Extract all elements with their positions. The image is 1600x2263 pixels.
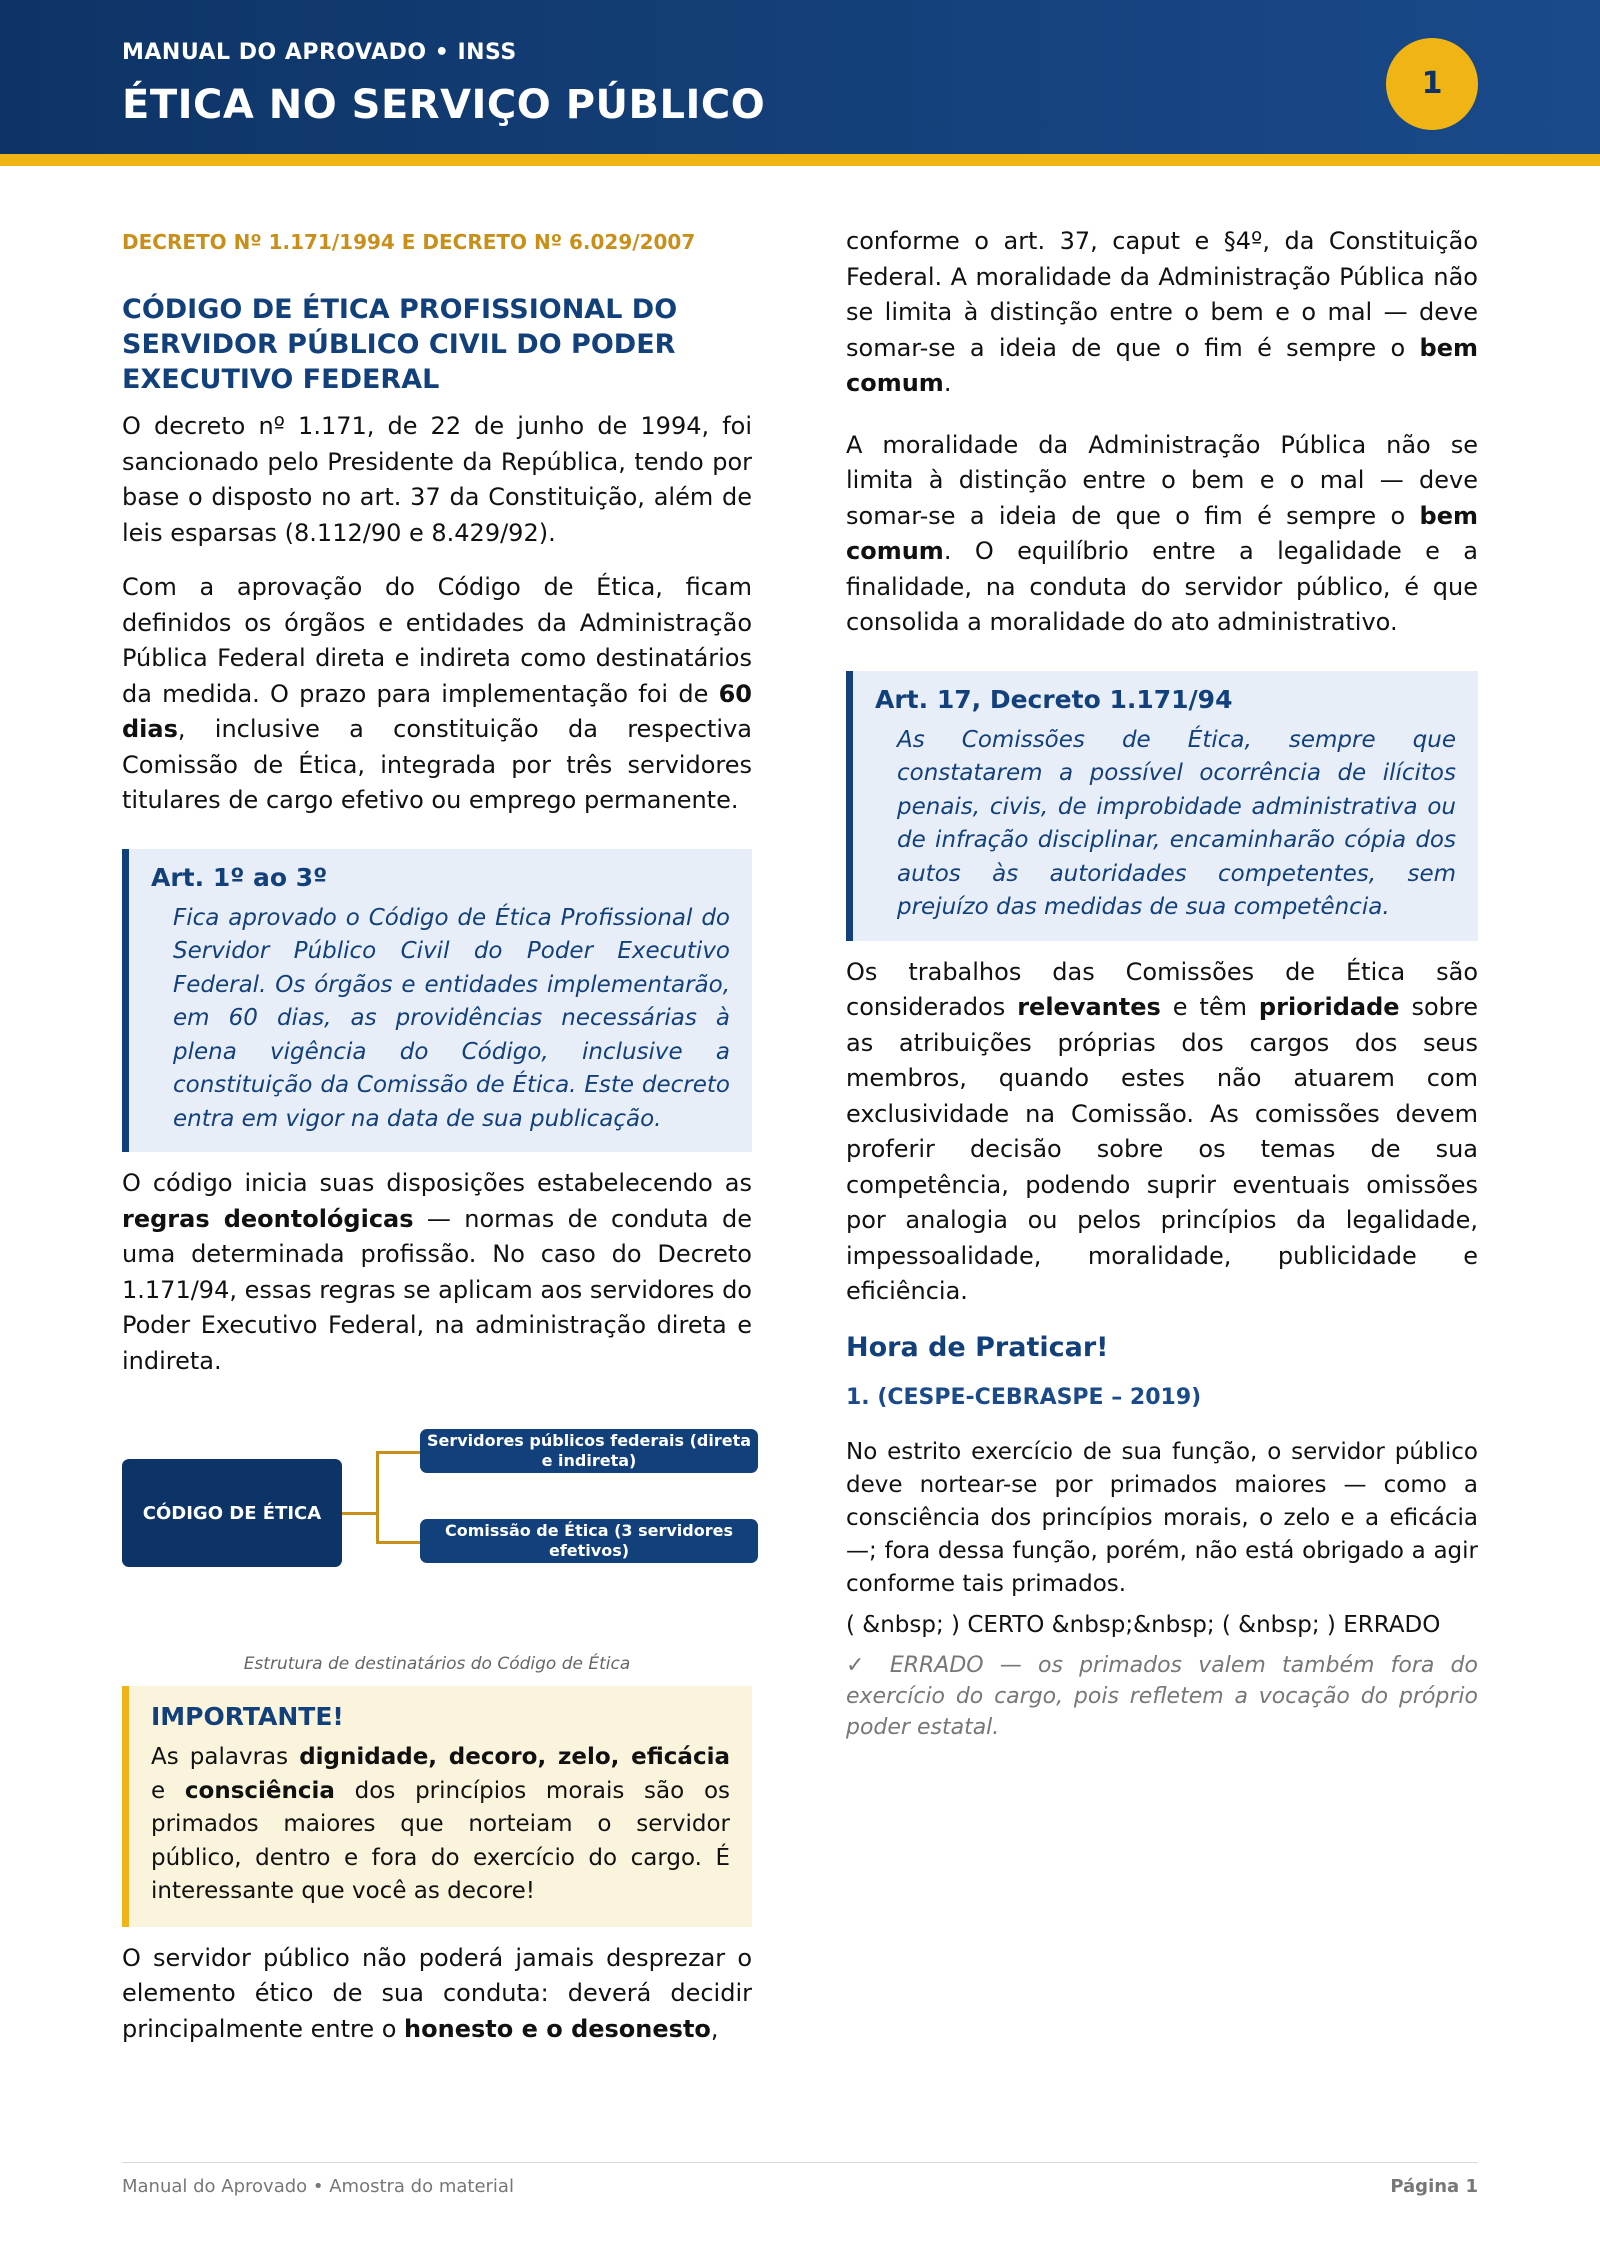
diagram-node-ethics-commission: Comissão de Ética (3 servidores efetivos) — [420, 1519, 758, 1563]
answer-options: ( &nbsp; ) CERTO &nbsp;&nbsp; ( &nbsp; ) ERRADO — [846, 1611, 1441, 1638]
right-column — [846, 224, 1478, 1743]
text-run: O servidor público não poderá jamais desprezar o elemento ético de sua conduta: deverá decidir principalmente entre o — [122, 1943, 752, 2043]
header-title: ÉTICA NO SERVIÇO PÚBLICO — [122, 82, 766, 128]
text-run: , — [710, 2014, 719, 2043]
important-callout — [122, 1686, 752, 1927]
footer-page-number: Página 1 — [1390, 2176, 1478, 2197]
page-number-badge: 1 — [1386, 38, 1478, 130]
emphasis-text: relevantes — [1017, 993, 1161, 1021]
question-statement: No estrito exercício de sua função, o servidor público deve nortear-se por primados maiores — como a consciência dos princípios morais, o zelo e a eficácia —; fora dessa função, porém, não está obrigado a agir conforme tais primados. — [846, 1438, 1478, 1597]
emphasis-text: bem comum — [846, 501, 1478, 565]
emphasis-text: honesto e o desonesto — [404, 2014, 711, 2043]
diagram-node-federal-servants: Servidores públicos federais (direta e indireta) — [420, 1429, 758, 1473]
page-header — [0, 0, 1600, 154]
text-run: — normas de conduta de uma determinada profissão. No caso do Decreto 1.171/94, essas regras se aplicam aos servidores do Poder Executivo Federal, na administração direta e indireta. — [122, 1204, 752, 1375]
text-run: e — [151, 1777, 185, 1804]
paragraph-ethical-element — [122, 1941, 752, 2048]
emphasis-text: dignidade, decoro, zelo, eficácia — [299, 1744, 730, 1770]
diagram-connector — [376, 1451, 420, 1454]
paragraph-continuation — [846, 224, 1478, 402]
paragraph-decree-intro: O decreto nº 1.171, de 22 de junho de 1994, foi sancionado pelo Presidente da República, tendo por base o disposto no art. 37 da Constituição, além de leis esparsas (8.112/90 e 8.429/92). — [122, 412, 752, 547]
text-run: conforme o art. 37, caput e §4º, da Constituição Federal. A moralidade da Administração Pública não se limita à distinção entre o bem e o mal — deve somar-se a ideia de que o fim é sempre o — [846, 227, 1478, 362]
paragraph-deontological-rules — [122, 1166, 752, 1379]
question-heading: 1. (CESPE-CEBRASPE – 2019) — [846, 1384, 1202, 1410]
emphasis-text: prioridade — [1258, 993, 1400, 1021]
emphasis-text: 60 dias — [122, 679, 752, 743]
text-run: dos princípios morais são os primados maiores que norteiam o servidor público, dentro e fora do exercício do cargo. É interessante que você as decore! — [151, 1777, 731, 1904]
text-run: O código inicia suas disposições estabelecendo as — [122, 1169, 752, 1197]
practice-heading: Hora de Praticar! — [846, 1331, 1109, 1363]
quote-title: Art. 17, Decreto 1.171/94 — [875, 684, 1233, 714]
recipients-diagram — [122, 1429, 752, 1654]
emphasis-text: regras deontológicas — [122, 1204, 414, 1233]
answer-explanation: ✓ ERRADO — os primados valem também fora do exercício do cargo, pois refletem a vocação do próprio poder estatal. — [846, 1652, 1478, 1740]
text-run: . — [943, 369, 952, 397]
footer-source: Manual do Aprovado • Amostra do material — [122, 2176, 514, 2197]
diagram-caption: Estrutura de destinatários do Código de Ética — [243, 1654, 631, 1674]
emphasis-text: consciência — [184, 1777, 335, 1804]
diagram-connector — [342, 1512, 378, 1515]
text-run: . O equilíbrio entre a legalidade e a finalidade, na conduta do servidor público, é que consolida a moralidade do ato administrativo. — [846, 537, 1478, 636]
diagram-connector — [376, 1451, 379, 1543]
emphasis-text: bem comum — [846, 333, 1478, 397]
important-text — [151, 1741, 730, 1909]
law-quote-box — [846, 671, 1478, 941]
quote-text: Fica aprovado o Código de Ética Profissional do Servidor Público Civil do Poder Executivo Federal. Os órgãos e entidades implementarão, em 60 dias, as providências necessárias à plena vigência do Código, inclusive a constituição da Comissão de Ética. Este decreto entra em vigor na data de sua publicação. — [173, 904, 730, 1132]
quote-title: Art. 1º ao 3º — [151, 862, 328, 892]
text-run: Com a aprovação do Código de Ética, ficam definidos os órgãos e entidades da Administração Pública Federal direta e indireta como destinatários da medida. O prazo para implementação foi de — [122, 573, 752, 708]
text-run: A moralidade da Administração Pública não se limita à distinção entre o bem e o mal — deve somar-se a ideia de que o fim é sempre o — [846, 430, 1478, 530]
paragraph-commission-work — [846, 955, 1478, 1310]
text-run: e têm — [1160, 993, 1259, 1021]
text-run: sobre as atribuições próprias dos cargos dos seus membros, quando estes não atuarem com exclusividade na Comissão. As comissões devem proferir decisão sobre os temas de sua competência, podendo suprir eventuais omissões por analogia ou pelos princípios da legalidade, impessoalidade, moralidade, publicidade e eficiência. — [846, 993, 1479, 1305]
decree-kicker: DECRETO Nº 1.171/1994 E DECRETO Nº 6.029/2007 — [122, 230, 696, 254]
law-quote-box — [122, 849, 752, 1153]
left-column — [122, 226, 752, 2066]
text-run: , inclusive a constituição da respectiva Comissão de Ética, integrada por três servidores titulares de cargo efetivo ou emprego permanente. — [122, 715, 752, 814]
header-kicker: MANUAL DO APROVADO • INSS — [122, 40, 517, 65]
header-accent-stripe — [0, 154, 1600, 166]
diagram-root-node: CÓDIGO DE ÉTICA — [122, 1459, 342, 1567]
important-title: IMPORTANTE! — [151, 1702, 344, 1731]
footer-divider — [122, 2162, 1478, 2163]
text-run: Os trabalhos das Comissões de Ética são considerados — [846, 957, 1478, 1021]
paragraph-morality — [846, 428, 1478, 641]
text-run: As palavras — [151, 1744, 300, 1770]
section-title: CÓDIGO DE ÉTICA PROFISSIONAL DO SERVIDOR PÚBLICO CIVIL DO PODER EXECUTIVO FEDERAL — [122, 294, 678, 395]
diagram-connector — [376, 1541, 420, 1544]
paragraph-code-approval — [122, 570, 752, 819]
quote-text: As Comissões de Ética, sempre que constatarem a possível ocorrência de ilícitos penais, civis, de improbidade administrativa ou de infração disciplinar, encaminharão cópia dos autos às autoridades competentes, sem prejuízo das medidas de sua competência. — [897, 726, 1456, 920]
